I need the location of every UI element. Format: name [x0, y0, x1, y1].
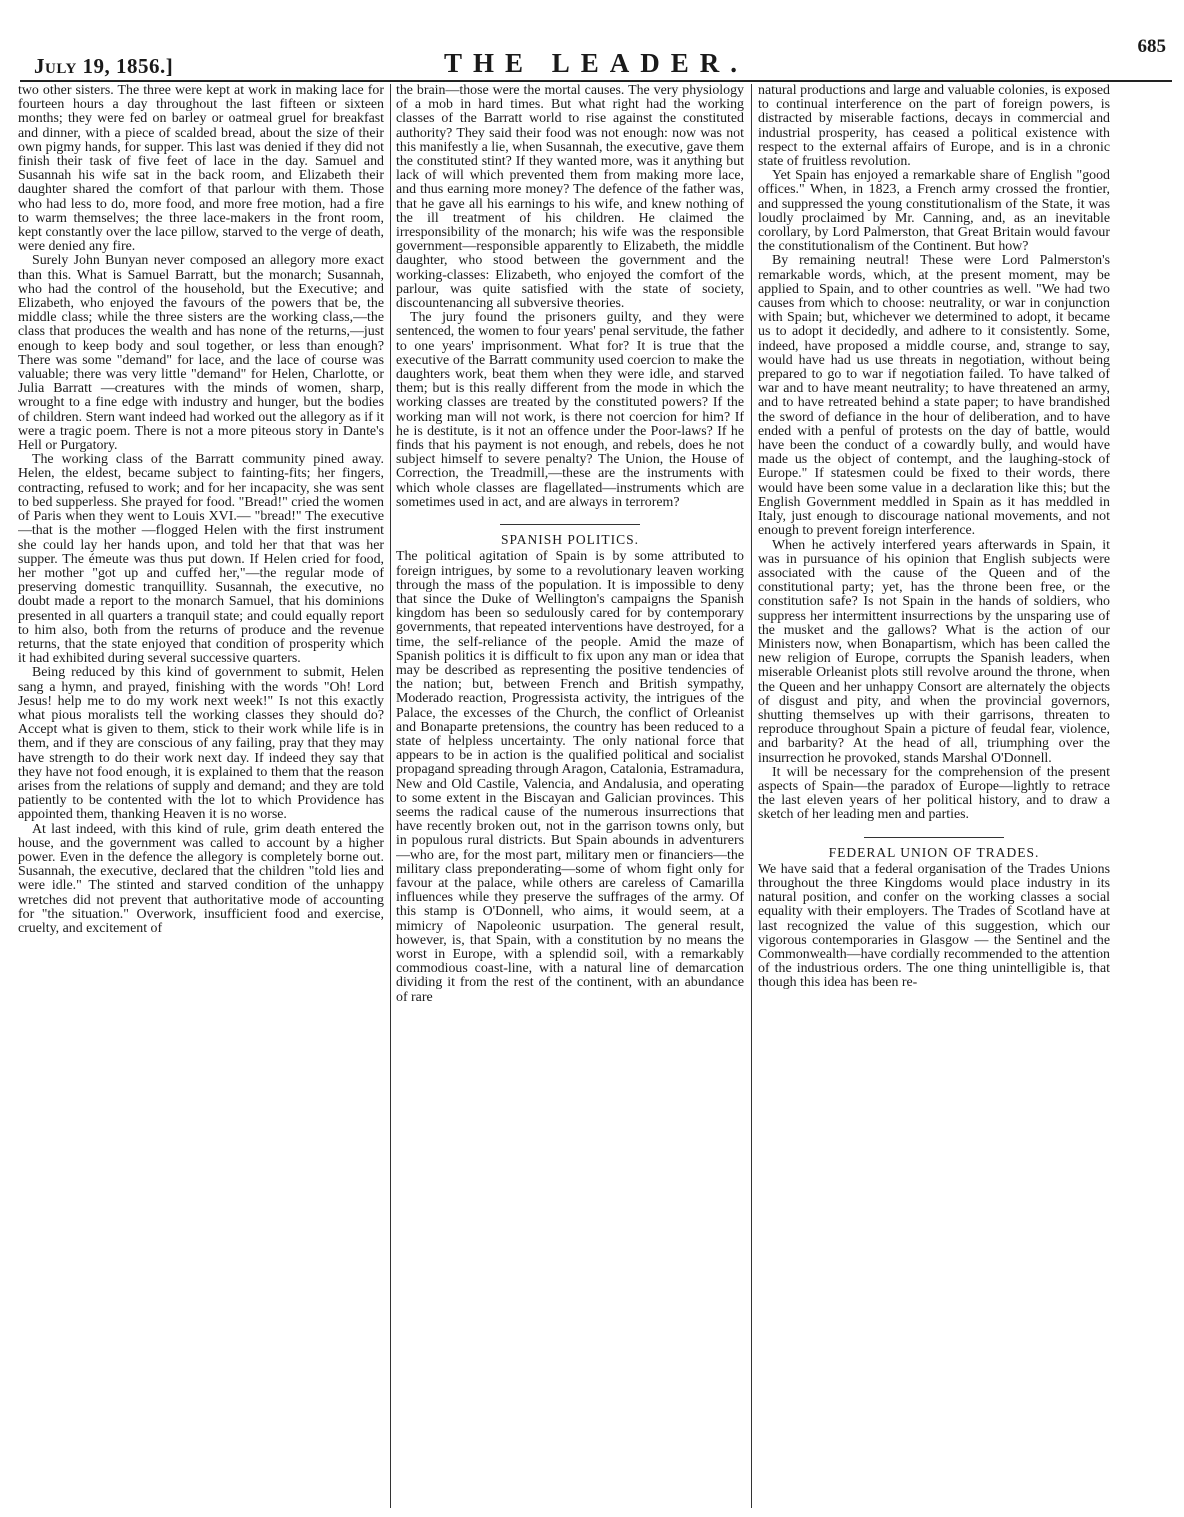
- paragraph: natural productions and large and valuable colonies, is exposed to continual interference on the part of foreign powers, is distracted by miserable factions, decays in commercial and industrial prosperity, has ceased a political existence with respect to the external affairs of Europe, and is in a chronic state of fruitless revolution.: [758, 84, 1110, 170]
- page-number: 685: [1137, 36, 1166, 57]
- article-heading: FEDERAL UNION OF TRADES.: [828, 844, 1040, 860]
- column-1: [18, 84, 384, 1508]
- paragraph: The jury found the prisoners guilty, and they were sentenced, the women to four years' penal servitude, the father to one years' imprisonment. What for? It is true that the executive of the Barratt community used coercion to make the daughters work, beat them when they were idle, and starved them; but is this really different from the mode in which the working classes are treated by the constituted powers? If the working man will not work, is there not coercion for him? If he is destitute, is it not an offence under the Poor-laws? If he finds that his payment is not enough, and rebels, does he not subject himself to severe penalty? The Union, the House of Correction, the Treadmill,—these are the instruments with which whole classes are flagellated—instruments which are sometimes used in act, and are always in terrorem?: [396, 310, 744, 510]
- paragraph: Surely John Bunyan never composed an allegory more exact than this. What is Samuel Barratt, but the monarch; Susannah, who had the control of the household, but the Executive; and Elizabeth, who enjoyed the favours of the powers that be, the middle class; while the three sisters are the working class,—the class that produces the wealth and has none of the returns,—just enough to keep body and soul together, or less than enough? There was some "demand" for lace, and the lace of course was valuable; there was very little "demand" for Helen, Charlotte, or Julia Barratt —creatures with the minds of women, sharp, wrought to a fine edge with industry and hunger, but the bodies of children. Stern want indeed had worked out the allegory as if it were a tragic poem. There is not a more piteous story in Dante's Hell or Purgatory.: [18, 253, 384, 454]
- masthead: [20, 28, 1172, 82]
- paragraph: two other sisters. The three were kept at work in making lace for fourteen hours a day throughout the last fifteen or sixteen months; they were fed on barley or oatmeal gruel for breakfast and dinner, with a piece of scalded bread, about the size of their own pigmy hands, for supper. This last was denied if they did not finish their task of five feet of lace in the day. Samuel and Susannah his wife sat in the back room, and Elizabeth their daughter shared the comfort of that parlour with them. Those who had less to do, more food, and more free motion, had a fire to warm themselves; the three lace-makers in the front room, kept constantly over the lace pillow, starved to the verge of death, were denied any fire.: [18, 84, 384, 255]
- section-divider: [864, 837, 1005, 838]
- column-rule: [751, 84, 752, 1508]
- section-divider: [500, 524, 639, 525]
- paragraph: The working class of the Barratt community pined away. Helen, the eldest, became subject to fainting-fits; her fingers, contracting, refused to work; and for her incapacity, she was sent to bed supperless. She prayed for food. "Bread!" cried the women of Paris when they went to Louis XVI.— "bread!" The executive—that is the mother —flogged Helen with the first instrument she could lay her hands upon, and told her that that was her supper. The émeute was thus put down. If Helen cried for food, her mother "got up and cuffed her,"—the regular mode of preserving domestic tranquillity. Susannah, the executive, no doubt made a report to the monarch Samuel, that his dominions presented in all quarters a tranquil state; and could equally report to him also, both from the returns of produce and the revenue returns, that the state enjoyed that condition of prosperity which it had exhibited during several successive quarters.: [18, 452, 384, 667]
- column-2: [396, 84, 744, 1508]
- paragraph: The political agitation of Spain is by some attributed to foreign intrigues, by some to a revolutionary leaven working through the mass of the population. It is impossible to deny that since the Duke of Wellington's campaigns the Spanish kingdom has been so sedulously cared for by contemporary governments, that repeated interventions have destroyed, for a time, the self-reliance of the people. Amid the maze of Spanish politics it is difficult to fix upon any man or idea that may be described as representing the positive tendencies of the nation; but, between French and British sympathy, Moderado reaction, Progressista activity, the intrigues of the Palace, the excesses of the Church, the conflict of Orleanist and Bonaparte pretensions, the country has been reduced to a state of helpless uncertainty. The only national force that appears to be in action is the qualified political and socialist propagand spreading through Aragon, Catalonia, Estramadura, New and Old Castile, Valencia, and Andalusia, and operating to some extent in the Biscayan and Galician provinces. This seems the radical cause of the numerous insurrections that have recently broken out, not in the garrison towns only, but in populous rural districts. But Spain abounds in adventurers—who are, for the most part, military men or financiers—the military class preponderating—some of whom fight only for favour at the palace, while others are careless of Camarilla influences while they preserve the suffrages of the army. Of this stamp is O'Donnell, who aims, it would seem, at a mimicry of Napoleonic usurpation. The general result, however, is, that Spain, with a constitution by no means the worst in Europe, with a splendid soil, with a remarkably commodious coast-line, with a natural line of demarcation dividing it from the rest of the continent, with an abundance of rare: [396, 549, 744, 1005]
- column-3: [758, 84, 1110, 1508]
- paragraph: It will be necessary for the comprehension of the present aspects of Spain—the paradox of Europe—lightly to retrace the last eleven years of her political history, and to draw a sketch of her leading men and parties.: [758, 764, 1110, 823]
- paragraph: the brain—those were the mortal causes. The very physiology of a mob in hard times. But what right had the working classes of the Barratt world to rise against the constituted authority? They said their food was not enough: now was not this manifestly a lie, when Susannah, the executive, gave them the constituted stint? If they wanted more, was it anything but lack of will which prevented them from making more lace, and thus earning more money? The defence of the father was, that he gave all his earnings to his wife, and knew nothing of the ill treatment of his children. He claimed the irresponsibility of the monarch; his wife was the responsible government—responsible apparently to Elizabeth, the middle daughter, who stood between the government and the working-classes: Elizabeth, who enjoyed the comfort of the parlour, was quite satisfied with the state of society, discountenancing all subversive theories.: [396, 84, 744, 312]
- paragraph: Yet Spain has enjoyed a remarkable share of English "good offices." When, in 1823, a French army crossed the frontier, and suppressed the young constitutionalism of the State, it was loudly proclaimed by Mr. Canning, and, as an inevitable corollary, by Lord Palmerston, that Great Britain would favour the constitutionalism of the Continent. But how?: [758, 168, 1110, 255]
- paragraph: Being reduced by this kind of government to submit, Helen sang a hymn, and prayed, finishing with the words "Oh! Lord Jesus! help me to do my work next week!" Is not this exactly what pious moralists tell the working classes they should do? Accept what is given to them, stick to their work while life is in them, and if they are conscious of any failing, pray that they may have strength to do their work next day. If indeed they say that they have not food enough, it is explained to them that the reason arises from the relations of supply and demand; and they are told patiently to be contented with the lot to which Providence has appointed them, thanking Heaven it is no worse.: [18, 665, 384, 823]
- issue-date: July 19, 1856.]: [34, 54, 174, 78]
- paragraph: We have said that a federal organisation of the Trades Unions throughout the three Kingdoms would place industry in its natural position, and confer on the working classes a social equality with their employers. The Trades of Scotland have at last recognized the value of this suggestion, which our vigorous contemporaries in Glasgow — the Sentinel and the Commonwealth—have cordially recommended to the attention of the industrious orders. The one thing unintelligible is, that though this idea has been re-: [758, 861, 1110, 991]
- newspaper-title: THE LEADER.: [443, 48, 749, 78]
- paragraph: At last indeed, with this kind of rule, grim death entered the house, and the government was called to account by a higher power. Even in the defence the allegory is completely borne out. Susannah, the executive, declared that the children "told lies and were idle." The stinted and starved condition of the unhappy wretches did not prevent that authoritative mode of accounting for "the situation." Overwork, insufficient food and exercise, cruelty, and excitement of: [18, 821, 384, 936]
- column-rule: [390, 84, 391, 1508]
- article-heading: SPANISH POLITICS.: [500, 532, 640, 548]
- paragraph: When he actively interfered years afterwards in Spain, it was in pursuance of his opinion that English subjects were associated with the cause of the Queen and of the constitutional party; yet, has the throne been free, or the constitution safe? Is not Spain in the hands of soldiers, who suppress her intermittent insurrections by the unsparing use of the musket and the gallows? What is the action of our Ministers now, when Bonapartism, which has been called the new religion of Europe, corrupts the Spanish leaders, when miserable Orleanist plots still revolve around the throne, when the Queen and her unhappy Consort are alternately the objects of disgust and pity, and when the provincial governors, shutting themselves up with their garrisons, threaten to reproduce throughout Spain a picture of feudal fear, violence, and barbarity? At the head of all, triumphing over the insurrection he provoked, stands Marshal O'Donnell.: [758, 537, 1110, 766]
- paragraph: By remaining neutral! These were Lord Palmerston's remarkable words, which, at the present moment, may be applied to Spain, and to other countries as well. "We had two causes from which to choose: neutrality, or war in conjunction with Spain; but, whichever we determined to adopt, it became us to adopt it decidedly, and adhere to it consistently. Some, indeed, have proposed a middle course, and, strange to say, would have had us use threats in negotiation, without being prepared to go to war if negotiation failed. To have talked of war and to have meant neutrality; to have threatened an army, and to have retreated behind a state paper; to have brandished the sword of defiance in the hour of deliberation, and to have ended with a penful of protests on the day of battle, would have been the conduct of a cowardly bully, and would have made us the object of contempt, and the laughing-stock of Europe." If statesmen could be fixed to their words, there would have been some value in a declaration like this; but the English Government meddled in Spain as it has meddled in Italy, just enough to discourage national movements, and not enough to prevent foreign interference.: [758, 253, 1110, 539]
